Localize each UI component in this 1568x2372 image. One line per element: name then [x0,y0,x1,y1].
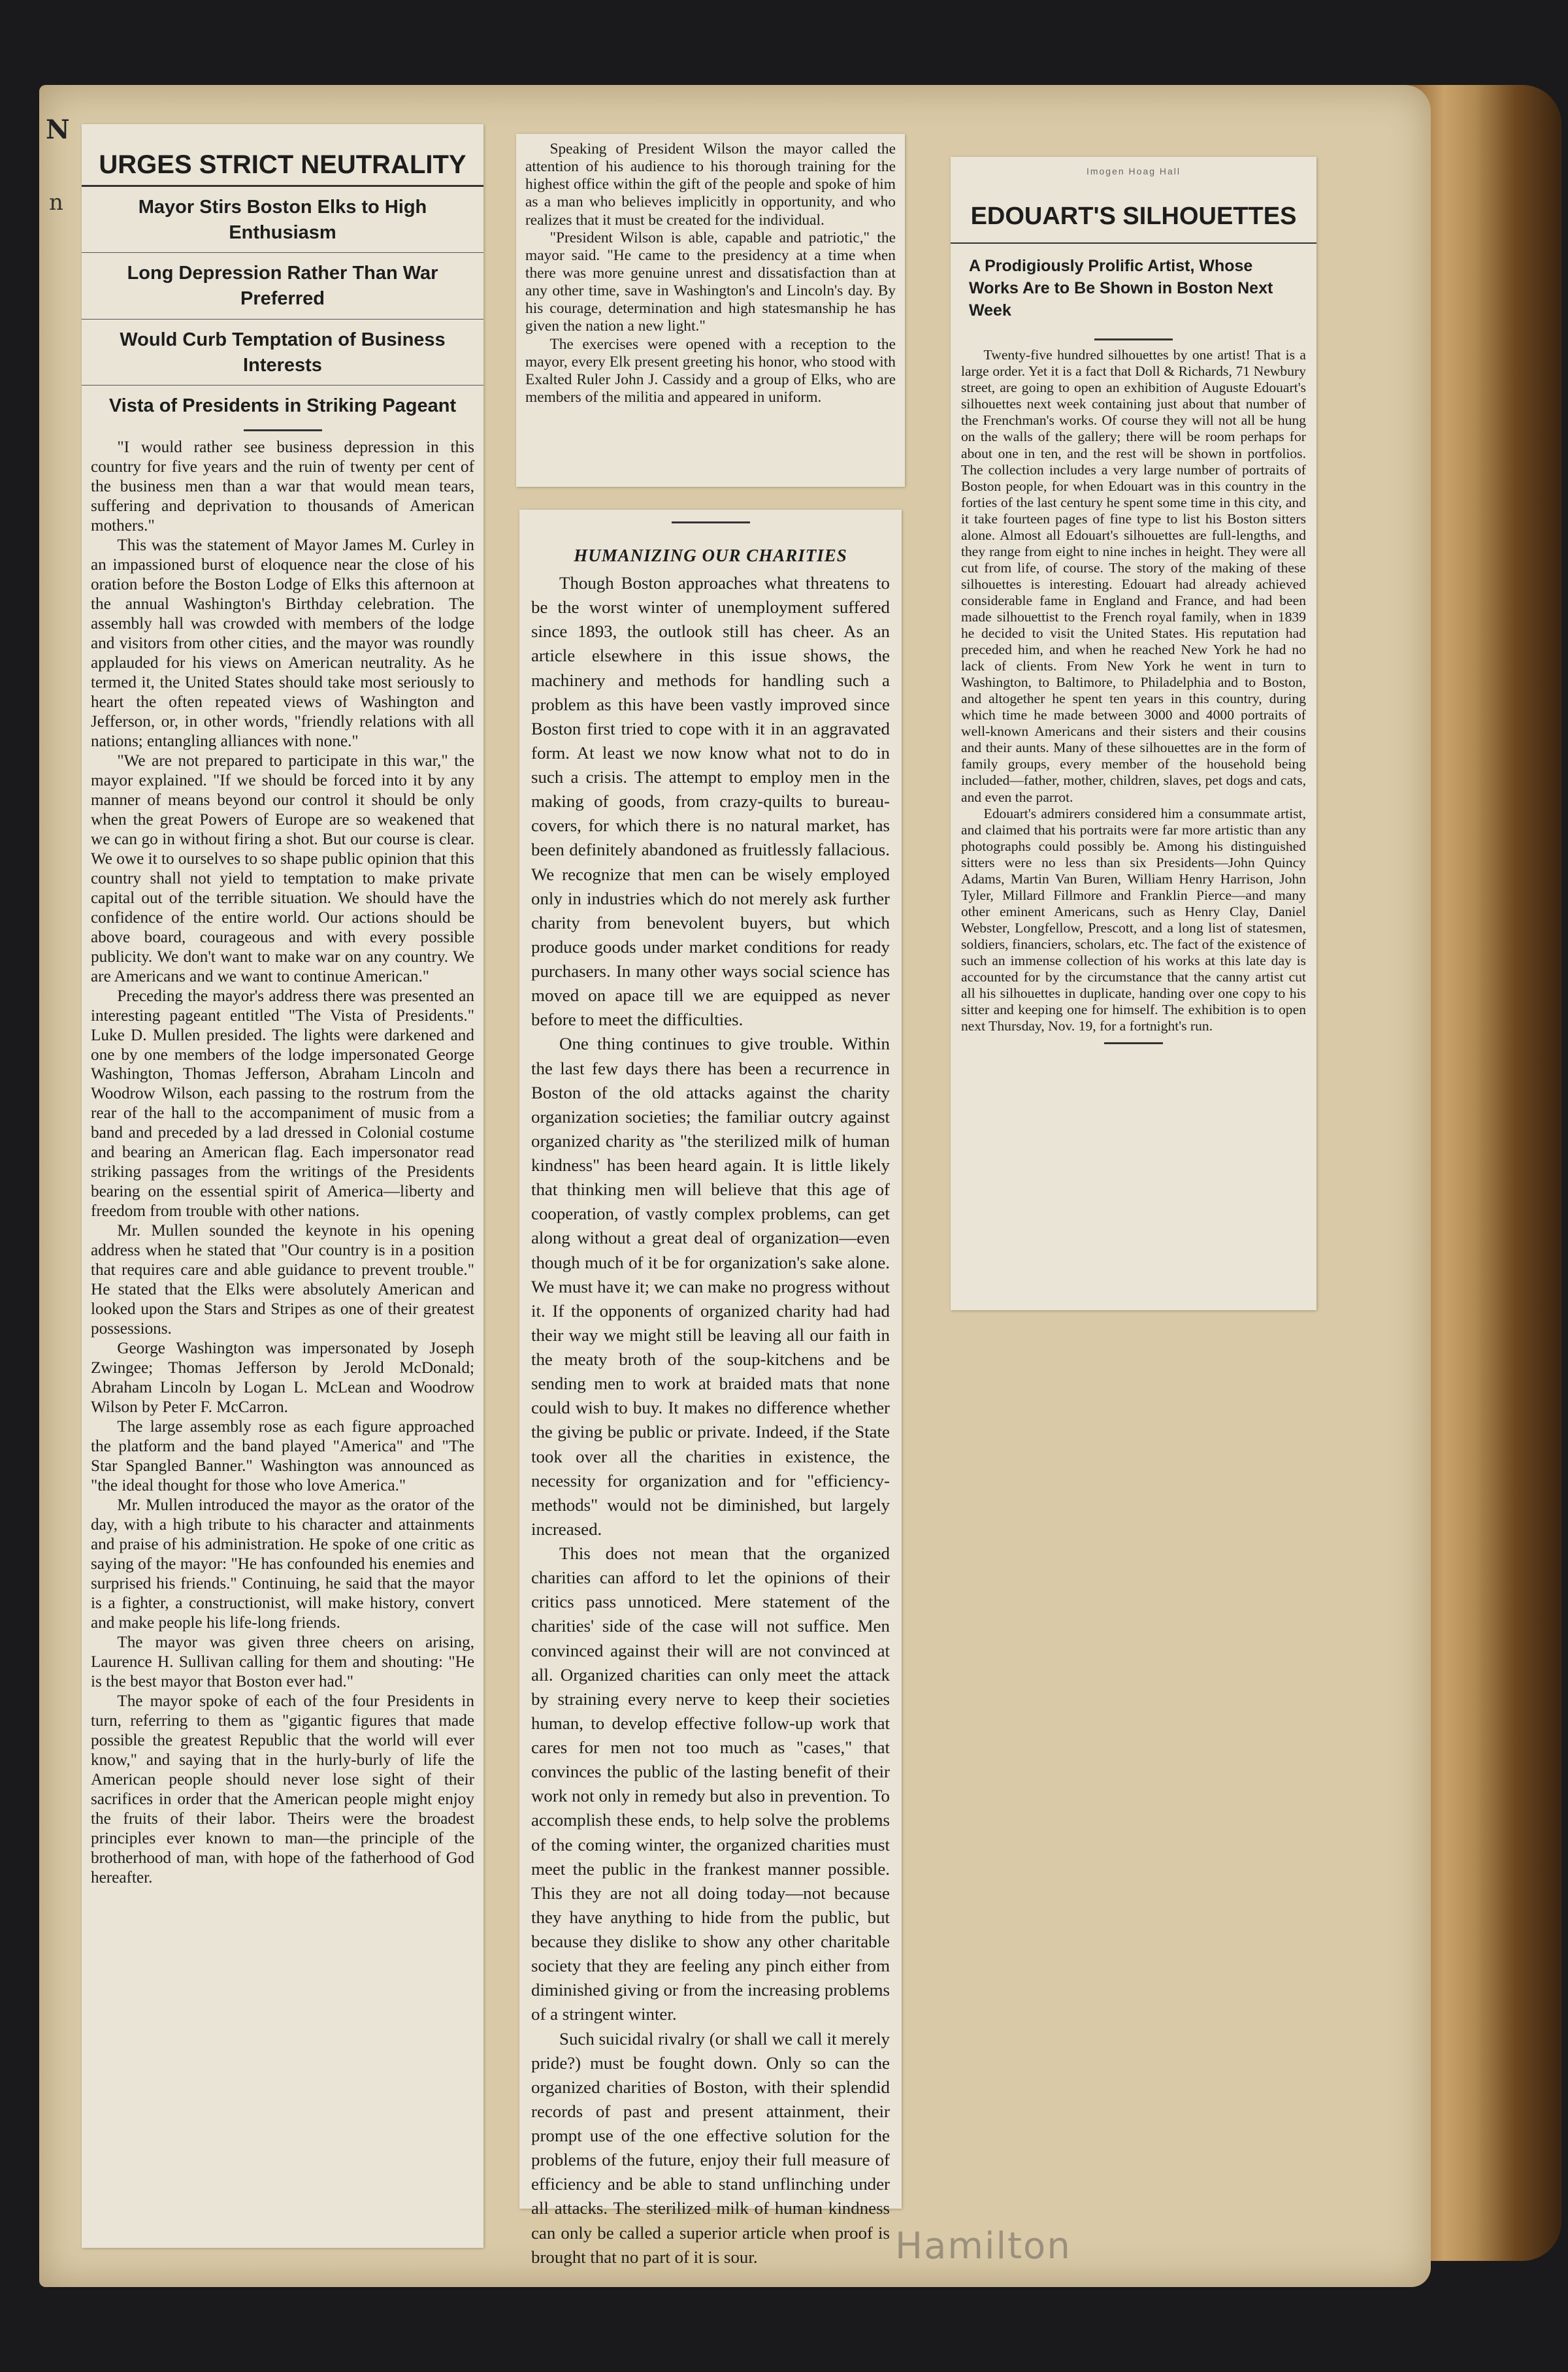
paragraph: Though Boston approaches what threatens to be the worst winter of unemployment suffered since 1893, the outlook still has cheer. As an article elsewhere in this issue shows, the machinery and methods for handling such a problem as this have been vastly improved since Boston first tried to cope with it in an aggravated form. At least we now know what not to do in such a crisis. The attempt to employ men in the making of goods, from crazy-quilts to bureau-covers, for which there is no natural market, has been definitely abandoned as fruitlessly fallacious. We recognize that men can be wisely employed only in industries which do not merely ask further charity from benevolent buyers, but which produce goods under market conditions for ready purchasers. In many other ways social science has moved on apace till we are equipped as never before to meet the difficulties. [531,573,890,1030]
paragraph: Mr. Mullen introduced the mayor as the orator of the day, with a high tribute to his character and attainments and praise of his administration. He spoke of one critic as saying of the mayor: "He has confounded his enemies and surprised his friends." Continuing, he said that the mayor is a fighter, a constructionist, will make history, convert and make people his life-long friends. [91,1496,474,1632]
article-body [82,438,483,1888]
paragraph: Edouart's admirers considered him a consummate artist, and claimed that his portraits were far more artistic than any photographs could possibly be. Among his distinguished sitters were no less than six Presidents—John Quincy Adams, Martin Van Buren, William Henry Harrison, John Tyler, Millard Fillmore and Franklin Pierce—and many other eminent Americans, such as Henry Clay, Daniel Webster, Longfellow, Prescott, and a long list of statesmen, soldiers, financiers, scholars, etc. The fact of the existence of such an immense collection of his works at this late day is accounted for by the circumstance that the canny artist cut all his silhouettes in duplicate, handing over one copy to his sitter and keeping one for himself. The exhibition is to open next Thursday, Nov. 19, for a fortnight's run. [961,805,1306,1034]
paragraph: The exercises were opened with a reception to the mayor, every Elk present greeting his honor, who stood with Exalted Ruler John J. Cassidy and a group of Elks, who are members of the militia and appeared in uniform. [525,335,896,406]
margin-fragment-letter: N [46,114,70,145]
paragraph: "I would rather see business depression in this country for five years and the ruin of twenty per cent of the business men than a war that would mean tears, suffering and deprivation to thousands of American mothers." [91,438,474,535]
article-body [951,347,1316,1034]
headline: URGES STRICT NEUTRALITY [82,124,483,187]
paragraph: Preceding the mayor's address there was presented an interesting pageant entitled "The Vista of Presidents." Luke D. Mullen presided. The lights were darkened and one by one members of the lodge impersonated George Washington, Thomas Jefferson, Abraham Lincoln and Woodrow Wilson, each passing to the rostrum from the rear of the hall to the accompaniment of music from a band and preceded by a lad dressed in Colonial costume and bearing an American flag. Each impersonator read striking passages from the writings of the Presidents bearing on the essential spirit of America—liberty and freedom from trouble with other nations. [91,987,474,1221]
paragraph: This does not mean that the organized charities can afford to let the opinions of their critics pass unnoticed. Mere statement of the charities' side of the case will not suffice. Men convinced against their will are not convinced at all. Organized charities can only meet the attack by straining every nerve to keep their societies human, to develop effective follow-up work that cares for men not too much as "cases," that convinces the public of the lasting benefit of their work not only in remedy but also in prevention. To accomplish these ends, to help solve the problems of the coming winter, the organized charities must meet the public in the frankest manner possible. This they are not all doing today—not because they have anything to hide from the public, but because they dislike to show any other charitable society that they are feeling any pinch either from diminished giving or from the increasing problems of a stringent winter. [531,1543,890,2024]
clipping-humanizing-our-charities [519,510,902,2267]
margin-fragment-letter-2: n [49,189,63,216]
paragraph: Speaking of President Wilson the mayor called the attention of his audience to his thorough training for the highest office within the gift of the people and spoke of him as a man who believes implicitly in opportunity, and who realizes that it must be created for the individual. [525,140,896,229]
cut-off-fragment: Imogen Hoag Hall [1086,166,1181,176]
paragraph: The mayor was given three cheers on arising, Laurence H. Sullivan calling for them and shouting: "He is the best mayor that Boston ever had." [91,1634,474,1690]
headline: HUMANIZING OUR CHARITIES [574,546,847,565]
clipping-urges-strict-neutrality [82,124,483,2248]
paragraph: The mayor spoke of each of the four Presidents in turn, referring to them as "gigantic figures that made possible the greatest Republic that the world will ever know," and saying that in the hurly-burly of life the American people should never lose sight of their sacrifices in order that the American people might enjoy the fruits of their labor. Theirs were the broadest principles ever known to man—the principle of the brotherhood of man, with hope of the fatherhood of God hereafter. [91,1692,474,1886]
clipping-continuation [516,134,905,487]
paragraph: One thing continues to give trouble. Within the last few days there has been a recurrence in Boston of the old attacks against the charity organization societies; the familiar outcry against organized charity as "the sterilized milk of human kindness" has been heard again. It is little likely that thinking men will believe that this age of cooperation, of vastly complex problems, can get along without a great deal of organization—even though much of it be for organization's sake alone. We must have it; we can make no progress without it. If the opponents of organized charity had had their way we might still be leaving all our faith in the meaty broth of the soup-kitchens and be sending men to work at braided mats that none could wish to buy. It makes no difference whether the giving be public or private. Indeed, if the State took over all the charities in existence, the necessity for organization and for "efficiency-methods" would not be diminished, but largely increased. [531,1034,890,1539]
article-body [516,134,905,406]
paragraph: Twenty-five hundred silhouettes by one artist! That is a large order. Yet it is a fact that Doll & Richards, 71 Newbury street, are going to open an exhibition of Auguste Edouart's silhouettes next week containing just about that number of the Frenchman's works. Of course they will not all be hung on the walls of the gallery; there will be room perhaps for about one in ten, and the rest will be shown in portfolios. The collection includes a very large number of portraits of Boston people, for when Edouart was in this country in the forties of the last century he spent some time in this city, and it take fourteen pages of fine type to list his Boston sitters alone. Almost all Edouart's silhouettes are full-lengths, and they range from eight to nine inches in height. They were all cut from life, of course. The story of the making of these silhouettes is interesting. Edouart had already achieved considerable fame in England and France, and had been made silhouettist to the French royal family, when in 1839 he decided to visit the United States. His reputation had preceded him, and when he reached New York he had no lack of clients. From New York he went in turn to Washington, to Baltimore, to Philadelphia and to Boston, and altogether he spent ten years in this country, during which time he made between 3000 and 4000 portraits of well-known Americans and their sisters and their cousins and their aunts. Many of these silhouettes are in the form of family groups, every member of the household being included—father, mother, children, slaves, pet dogs and cats, and even the parrot. [961,347,1306,805]
paragraph: Mr. Mullen sounded the keynote in his opening address when he stated that "Our country is in a position that requires care and able guidance to prevent trouble." He stated that the Elks were absolutely American and looked upon the Stars and Stripes as one of their greatest possessions. [91,1222,474,1338]
paragraph: "We are not prepared to participate in this war," the mayor explained. "If we should be forced into it by any manner of means beyond our control it should be only when the great Powers of Europe are so weakened that we can go in without firing a shot. But our course is clear. We owe it to ourselves to so shape public opinion that this country shall not yield to temptation to make private capital out of the terrible situation. We should have the confidence of the entire world. Our actions should be above board, courageous and with every possible publicity. We don't want to make war on any country. We are Americans and we want to continue American." [91,751,474,985]
deck: Vista of Presidents in Striking Pageant [108,395,457,416]
deck: A Prodigiously Prolific Artist, Whose Works Are to Be Shown in Boston Next Week [969,257,1273,320]
deck: Would Curb Temptation of Business Interests [82,320,483,386]
divider [244,429,322,431]
watermark: Hamilton [895,2225,1071,2267]
deck: Mayor Stirs Boston Elks to High Enthusiasm [82,187,483,253]
divider [1094,338,1173,340]
paragraph: George Washington was impersonated by Joseph Zwingee; Thomas Jefferson by Jerold McDonald; Abraham Lincoln by Logan L. McLean and Woodrow Wilson by Peter F. McCarron. [91,1340,474,1417]
divider [1104,1042,1163,1044]
paragraph: "President Wilson is able, capable and patriotic," the mayor said. "He came to the presidency at a time when there was more genuine unrest and dissatisfaction than at any other time, save in Washington's and Lincoln's day. By his courage, determination and high statesmanship he has given the nation a new light." [525,229,896,335]
deck: Long Depression Rather Than War Preferred [82,253,483,319]
paragraph: Such suicidal rivalry (or shall we call it merely pride?) must be fought down. Only so can the organized charities of Boston, with their splendid records of past and present attainment, their prompt use of the one effective solution for the problems of the future, enjoy their full measure of efficiency and be able to stand unflinching under all attacks. The sterilized milk of human kindness can only be called a superior article when proof is brought that no part of it is sour. [531,2028,890,2267]
divider [672,521,750,523]
paragraph: This was the statement of Mayor James M. Curley in an impassioned burst of eloquence near the close of his oration before the Boston Lodge of Elks this afternoon at the annual Washington's Birthday celebration. The assembly hall was crowded with members of the lodge and visitors from other cities, and the mayor was roundly applauded for his views on American neutrality. As he termed it, the United States should take most seriously to heart the often repeated views of Washington and Jefferson, or, in other words, "friendly relations with all nations; entangling alliances with none." [91,536,474,750]
article-body [519,571,902,2269]
paragraph: The large assembly rose as each figure approached the platform and the band played "America" and "The Star Spangled Banner." Washington was announced as "the ideal thought for those who love America." [91,1418,474,1495]
headline: EDOUART'S SILHOUETTES [951,176,1316,244]
clipping-edouarts-silhouettes [951,157,1316,1310]
